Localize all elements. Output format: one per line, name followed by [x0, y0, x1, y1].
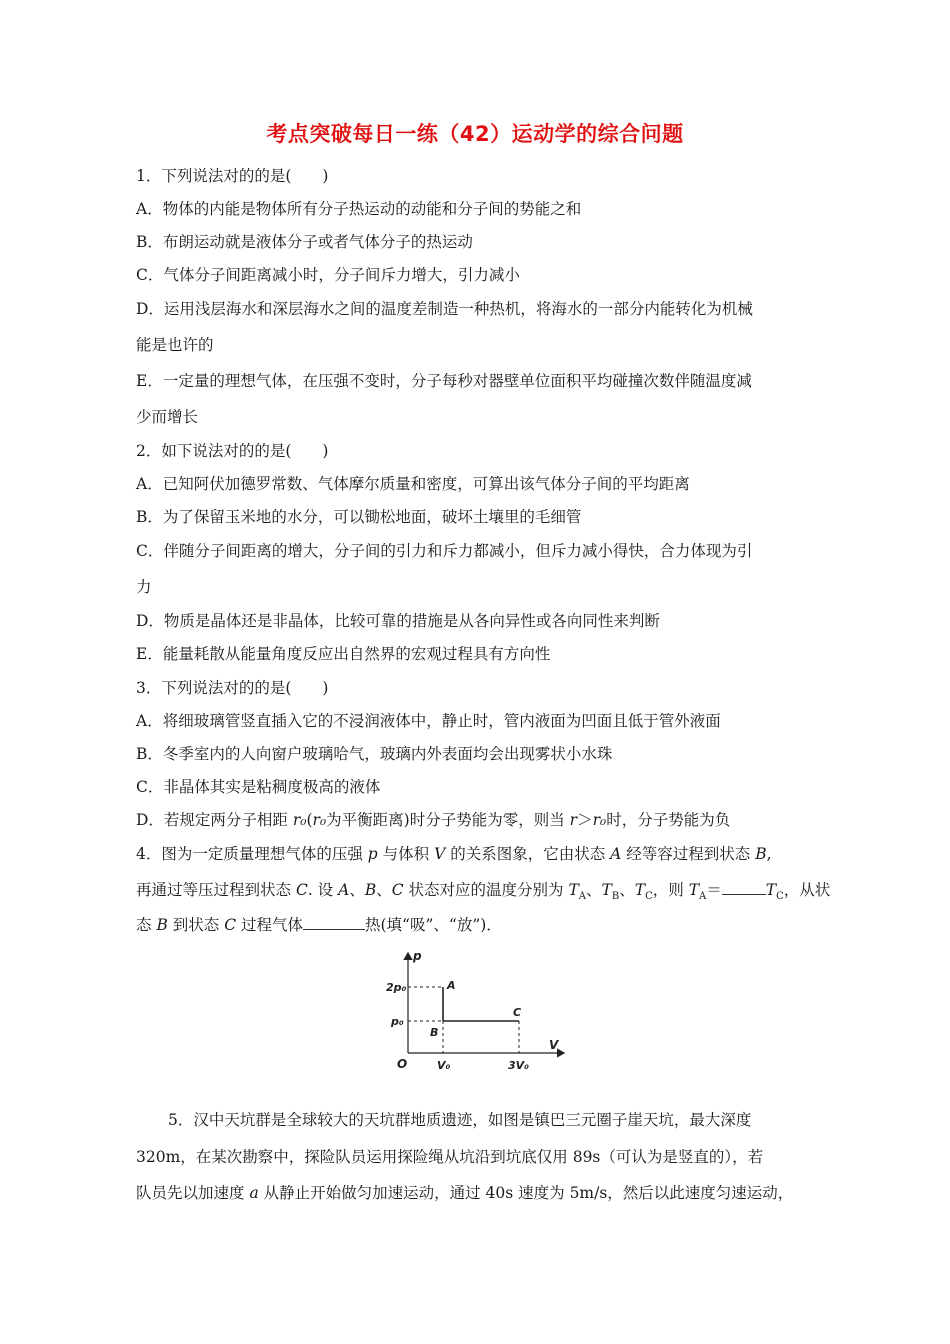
math-r0: r₀: [592, 811, 607, 829]
text-segment: ，从状: [783, 881, 831, 899]
y-axis-label: p: [413, 949, 422, 963]
q2-stem: 2．如下说法对的的是( ): [136, 442, 329, 460]
math-t: T: [634, 881, 646, 899]
q2-option-c-line1: C．伴随分子间距离的增大，分子间的引力和斥力都减小，但斥力减小得快，合力体现为引: [136, 542, 753, 560]
state-c-label: C: [513, 1006, 522, 1019]
q3-option-d: [136, 808, 730, 830]
math-t: T: [568, 881, 579, 899]
math-a: A: [610, 845, 622, 863]
q1-option-e-line1: E．一定量的理想气体，在压强不变时，分子每秒对器壁单位面积平均碰撞次数伴随温度减: [136, 372, 752, 390]
tick-2p0: 2p₀: [386, 981, 407, 994]
q2-option-c-line2: 力: [136, 578, 152, 596]
text-segment: ＝: [706, 881, 722, 899]
math-c: C: [391, 881, 404, 899]
tick-v0: V₀: [437, 1059, 451, 1072]
math-subscript: A: [578, 891, 587, 903]
text-segment: ，则: [652, 881, 689, 899]
answer-blank[interactable]: [303, 915, 365, 930]
q2-option-d: D．物质是晶体还是非晶体，比较可靠的措施是从各向异性或各向同性来判断: [136, 612, 660, 630]
state-a-label: A: [447, 979, 456, 992]
text-segment: 、: [619, 881, 635, 899]
text-segment: 到状态: [167, 916, 225, 934]
math-subscript: C: [776, 891, 784, 903]
text-segment: 再通过等压过程到状态: [136, 881, 296, 899]
q1-stem: 1．下列说法对的的是( ): [136, 167, 329, 185]
q2-option-b: B．为了保留玉米地的水分，可以锄松地面，破坏土壤里的毛细管: [136, 508, 582, 526]
tick-3v0: 3V₀: [508, 1059, 529, 1072]
text-segment: 、: [376, 881, 392, 899]
origin-label: O: [397, 1057, 408, 1071]
text-segment: 为平衡距离)时分子势能为零，则当: [326, 811, 570, 829]
q4-line2: [136, 878, 830, 902]
math-a: A: [338, 881, 350, 899]
q3-stem: 3．下列说法对的的是( ): [136, 679, 329, 697]
math-a: a: [249, 1184, 259, 1202]
text-segment: 4．图为一定质量理想气体的压强: [136, 845, 368, 863]
math-r: r: [569, 811, 578, 829]
math-b: B: [156, 916, 168, 934]
text-segment: 时，分子势能为负: [606, 811, 731, 829]
q3-option-b: B．冬季室内的人向窗户玻璃哈气，玻璃内外表面均会出现雾状小水珠: [136, 745, 613, 763]
q5-line1: 5．汉中天坑群是全球较大的天坑群地质遗迹，如图是镇巴三元圈子崖天坑，最大深度: [168, 1111, 752, 1129]
q4-line3: [136, 913, 502, 935]
q1-option-d-line1: D．运用浅层海水和深层海水之间的温度差制造一种热机，将海水的一部分内能转化为机械: [136, 300, 753, 318]
text-segment: 从静止开始做匀加速运动，通过 40s 速度为 5m/s，然后以此速度匀速运动，: [258, 1184, 794, 1202]
math-c: C: [224, 916, 237, 934]
text-segment: D．若规定两分子相距: [136, 811, 293, 829]
math-c: C: [295, 881, 308, 899]
x-axis-label: V: [549, 1038, 559, 1052]
q2-option-a: A．已知阿伏加德罗常数、气体摩尔质量和密度，可算出该气体分子间的平均距离: [136, 475, 690, 493]
text-segment: ,: [766, 845, 772, 863]
text-segment: ＞: [577, 811, 593, 829]
q2-option-e: E．能量耗散从能量角度反应出自然界的宏观过程具有方向性: [136, 645, 551, 663]
text-segment: 队员先以加速度: [136, 1184, 250, 1202]
math-t: T: [601, 881, 612, 899]
math-t: T: [765, 881, 777, 899]
tick-p0: p₀: [391, 1015, 404, 1028]
math-r0: r₀: [292, 811, 307, 829]
text-segment: 态: [136, 916, 157, 934]
pv-graph: [386, 945, 576, 1075]
q1-option-a: A．物体的内能是物体所有分子热运动的动能和分子间的势能之和: [136, 200, 582, 218]
math-subscript: B: [611, 891, 620, 903]
math-b: B: [755, 845, 767, 863]
state-b-label: B: [430, 1026, 439, 1039]
math-t: T: [688, 881, 700, 899]
q4-line1: [136, 842, 772, 864]
q1-option-e-line2: 少而增长: [136, 408, 199, 426]
answer-blank[interactable]: [722, 880, 766, 895]
q1-option-d-line2: 能是也许的: [136, 336, 214, 354]
math-p: p: [367, 845, 378, 863]
math-subscript: C: [645, 891, 653, 903]
q5-line2: 320m，在某次勘察中，探险队员运用探险绳从坑沿到坑底仅用 89s（可认为是竖直的），若: [136, 1148, 764, 1166]
text-segment: (: [306, 811, 313, 829]
text-segment: . 设: [307, 881, 339, 899]
math-v: V: [434, 845, 446, 863]
text-segment: 经等容过程到状态: [621, 845, 756, 863]
text-segment: 、: [586, 881, 602, 899]
q3-option-a: A．将细玻璃管竖直插入它的不浸润液体中，静止时，管内液面为凹面且低于管外液面: [136, 712, 721, 730]
q1-option-b: B．布朗运动就是液体分子或者气体分子的热运动: [136, 233, 473, 251]
text-segment: 、: [349, 881, 365, 899]
text-segment: 与体积: [377, 845, 435, 863]
page-title: 考点突破每日一练（42）运动学的综合问题: [266, 122, 684, 146]
q5-line3: [136, 1181, 793, 1203]
math-subscript: A: [699, 891, 707, 903]
math-r0: r₀: [312, 811, 327, 829]
text-segment: 过程气体: [236, 916, 303, 934]
text-segment: 热(填“吸”、“放”)．: [365, 916, 502, 934]
q3-option-c: C．非晶体其实是粘稠度极高的液体: [136, 778, 381, 796]
math-b: B: [364, 881, 377, 899]
text-segment: 的关系图象，它由状态: [445, 845, 611, 863]
text-segment: 状态对应的温度分别为: [403, 881, 569, 899]
q1-option-c: C．气体分子间距离减小时，分子间斥力增大，引力减小: [136, 266, 520, 284]
